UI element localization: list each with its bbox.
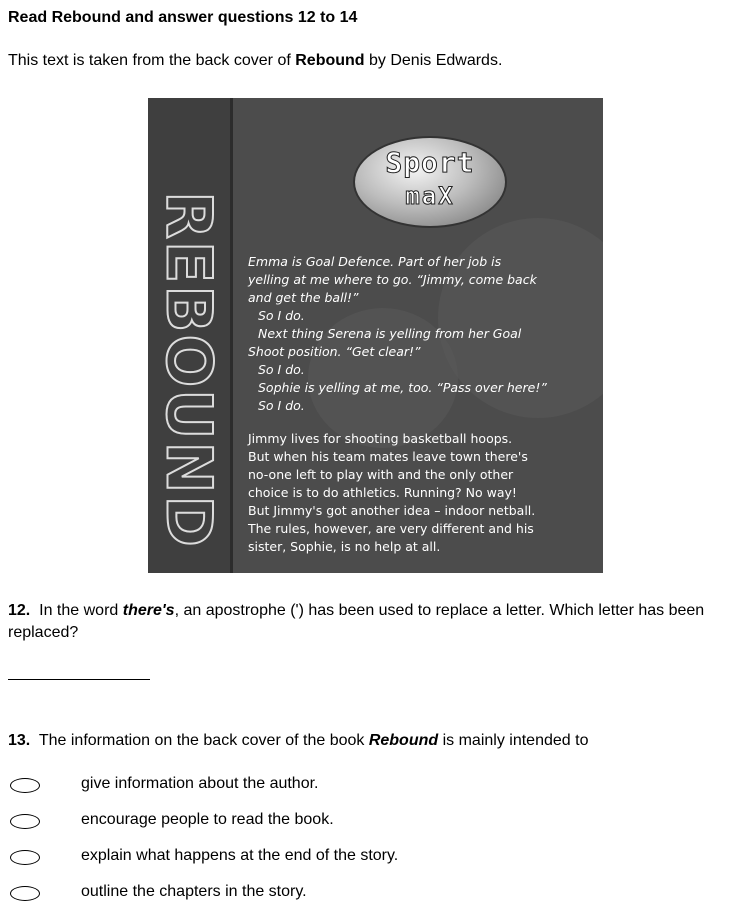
blurb-line: Jimmy lives for shooting basketball hoops. xyxy=(248,431,513,446)
q12-text-before: In the word xyxy=(39,602,123,619)
option-row[interactable] xyxy=(0,775,739,799)
option-text: give information about the author. xyxy=(81,775,319,792)
blurb-line: Shoot position. “Get clear!” xyxy=(248,344,421,359)
blurb-line: sister, Sophie, is no help at all. xyxy=(248,539,441,554)
blurb-line: yelling at me where to go. “Jimmy, come back xyxy=(248,272,537,287)
page-heading: Read Rebound and answer questions 12 to 14 xyxy=(8,9,358,26)
blurb-line: Next thing Serena is yelling from her Goal xyxy=(258,326,522,341)
blurb-line: But Jimmy's got another idea – indoor netball. xyxy=(248,503,536,518)
option-text: explain what happens at the end of the story. xyxy=(81,847,399,864)
option-row[interactable] xyxy=(0,883,739,907)
blurb-line: Sophie is yelling at me, too. “Pass over here!” xyxy=(258,380,547,395)
sport-max-logo xyxy=(353,136,507,228)
q13-text-after: is mainly intended to xyxy=(438,732,589,749)
question-12-number: 12. xyxy=(8,602,31,619)
intro-text xyxy=(8,52,502,70)
blurb-line: So I do. xyxy=(258,362,305,377)
intro-after: by Denis Edwards. xyxy=(364,52,503,69)
logo-line-2: maX xyxy=(405,182,455,210)
q12-text-after: , an apostrophe (') has been used to replace a letter. Which letter has been replaced? xyxy=(8,602,705,641)
option-bubble[interactable] xyxy=(10,850,40,865)
blurb-summary xyxy=(248,430,535,556)
blurb-line: So I do. xyxy=(258,398,305,413)
spine-title: REBOUND xyxy=(152,191,226,549)
option-text: encourage people to read the book. xyxy=(81,811,334,828)
blurb-line: Emma is Goal Defence. Part of her job is xyxy=(248,254,502,269)
blurb-line: choice is to do athletics. Running? No way! xyxy=(248,485,517,500)
option-row[interactable] xyxy=(0,847,739,871)
blurb-line: The rules, however, are very different and his xyxy=(248,521,534,536)
blurb-excerpt xyxy=(248,253,547,415)
q12-word: there's xyxy=(122,602,175,619)
blurb-line: So I do. xyxy=(258,308,305,323)
intro-book-title: Rebound xyxy=(295,52,365,69)
blurb-line: and get the ball!” xyxy=(248,290,359,305)
option-bubble[interactable] xyxy=(10,814,40,829)
book-cover-image xyxy=(148,98,603,573)
logo-line-1: Sport xyxy=(385,146,475,179)
q13-book-title: Rebound xyxy=(368,732,439,749)
option-bubble[interactable] xyxy=(10,778,40,793)
option-text: outline the chapters in the story. xyxy=(81,883,307,900)
answer-line-q12[interactable] xyxy=(8,679,150,680)
option-row[interactable] xyxy=(0,811,739,835)
intro-before: This text is taken from the back cover of xyxy=(8,52,296,69)
question-13-number: 13. xyxy=(8,732,31,749)
blurb-line: But when his team mates leave town there's xyxy=(248,449,528,464)
option-bubble[interactable] xyxy=(10,886,40,901)
question-12 xyxy=(8,600,733,644)
q13-text-before: The information on the back cover of the book xyxy=(38,732,369,749)
question-13 xyxy=(8,732,588,750)
blurb-line: no-one left to play with and the only other xyxy=(248,467,514,482)
